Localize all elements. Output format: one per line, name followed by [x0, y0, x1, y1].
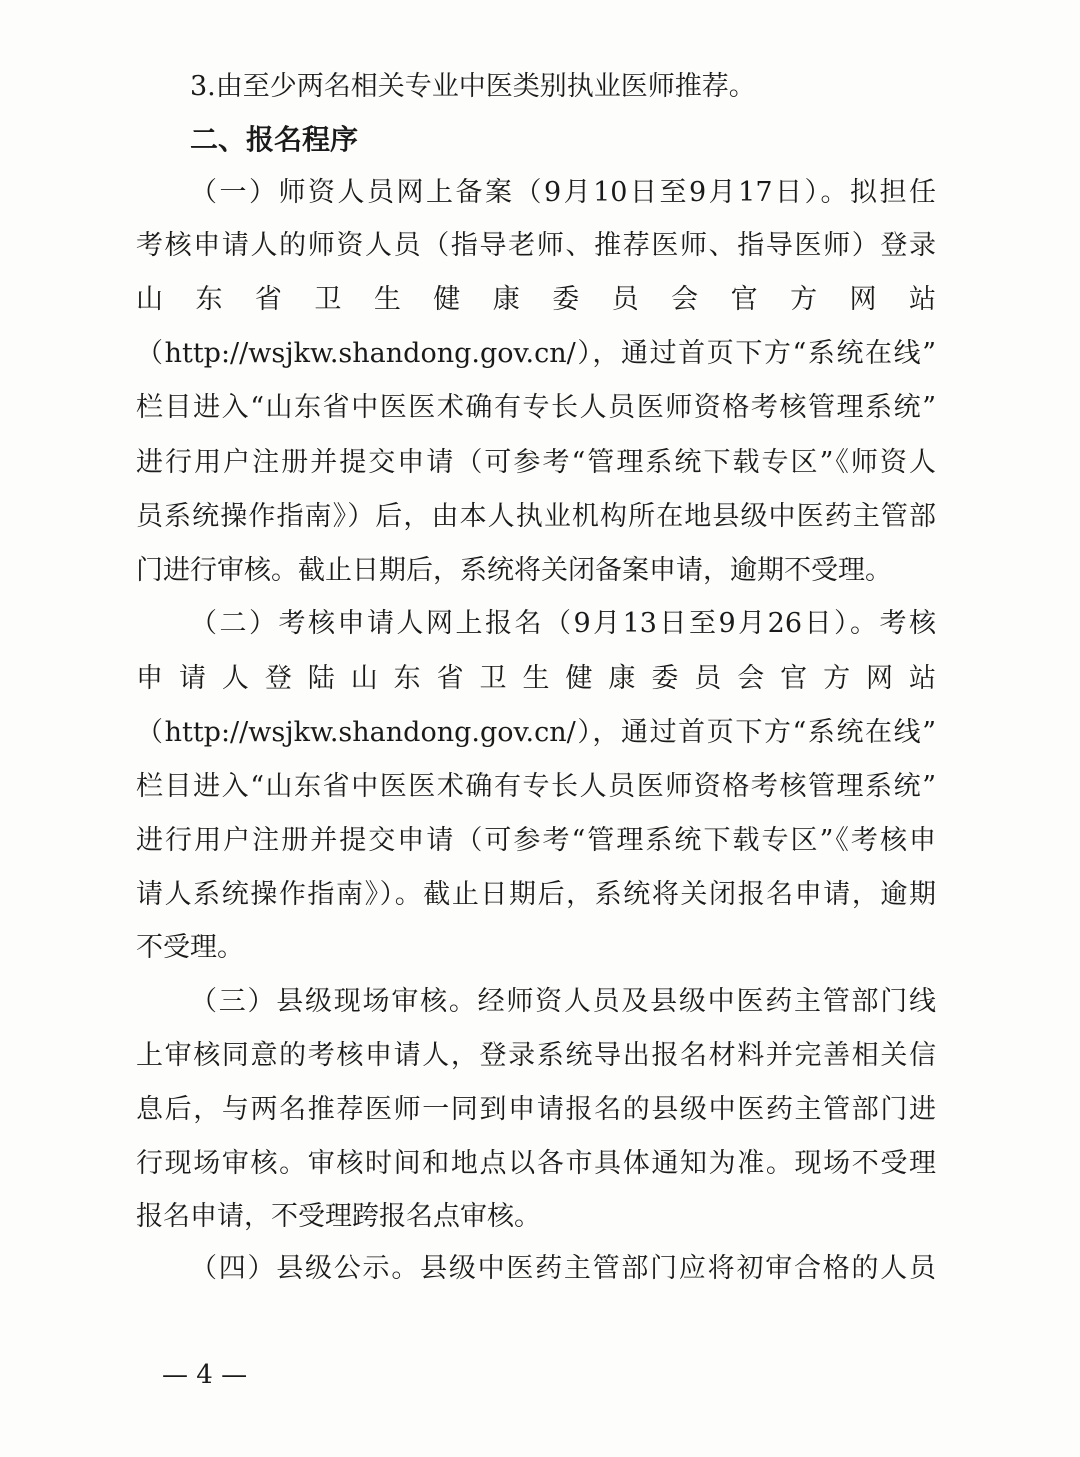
paragraph-line: 请人系统操作指南》）。截止日期后，系统将关闭报名申请，逾期: [136, 879, 936, 910]
paragraph-line: 栏目进入“山东省中医医术确有专长人员医师资格考核管理系统”: [136, 392, 936, 423]
paragraph-line: （http://wsjkw.shandong.gov.cn/），通过首页下方“系统在线”: [136, 338, 936, 369]
paragraph-line: 员系统操作指南》）后，由本人执业机构所在地县级中医药主管部: [136, 501, 936, 532]
paragraph-line: （四）县级公示。县级中医药主管部门应将初审合格的人员: [190, 1253, 936, 1284]
paragraph-line: 报名申请，不受理跨报名点审核。: [136, 1201, 541, 1232]
paragraph-line: 上审核同意的考核申请人，登录系统导出报名材料并完善相关信: [136, 1040, 936, 1071]
paragraph-line: （二）考核申请人网上报名（9月13日至9月26日）。考核: [190, 608, 936, 639]
paragraph-line: 申 请 人 登 陆 山 东 省 卫 生 健 康 委 员 会 官 方 网 站: [136, 663, 936, 694]
paragraph-line: 进行用户注册并提交申请（可参考“管理系统下载专区”《考核申: [136, 825, 936, 856]
paragraph-line: 不受理。: [136, 932, 244, 963]
section-heading-registration-procedure: 二、报名程序: [190, 123, 359, 156]
paragraph-line: （http://wsjkw.shandong.gov.cn/），通过首页下方“系统在线”: [136, 717, 936, 748]
paragraph-line: 进行用户注册并提交申请（可参考“管理系统下载专区”《师资人: [136, 447, 936, 478]
paragraph-line: 门进行审核。截止日期后，系统将关闭备案申请，逾期不受理。: [136, 555, 892, 586]
paragraph-line: 行现场审核。审核时间和地点以各市具体通知为准。现场不受理: [136, 1148, 936, 1179]
paragraph-line: 考核申请人的师资人员（指导老师、推荐医师、指导医师）登录: [136, 230, 936, 261]
paragraph-line: 山 东 省 卫 生 健 康 委 员 会 官 方 网 站: [136, 284, 936, 315]
paragraph-line: 息后，与两名推荐医师一同到申请报名的县级中医药主管部门进: [136, 1094, 936, 1125]
page-number: — 4 —: [162, 1360, 248, 1390]
paragraph-line: （一）师资人员网上备案（9月10日至9月17日）。拟担任: [190, 177, 936, 208]
paragraph-line: （三）县级现场审核。经师资人员及县级中医药主管部门线: [190, 986, 936, 1017]
paragraph-line: 栏目进入“山东省中医医术确有专长人员医师资格考核管理系统”: [136, 771, 936, 802]
paragraph-line-criterion-3: 3.由至少两名相关专业中医类别执业医师推荐。: [190, 71, 756, 102]
